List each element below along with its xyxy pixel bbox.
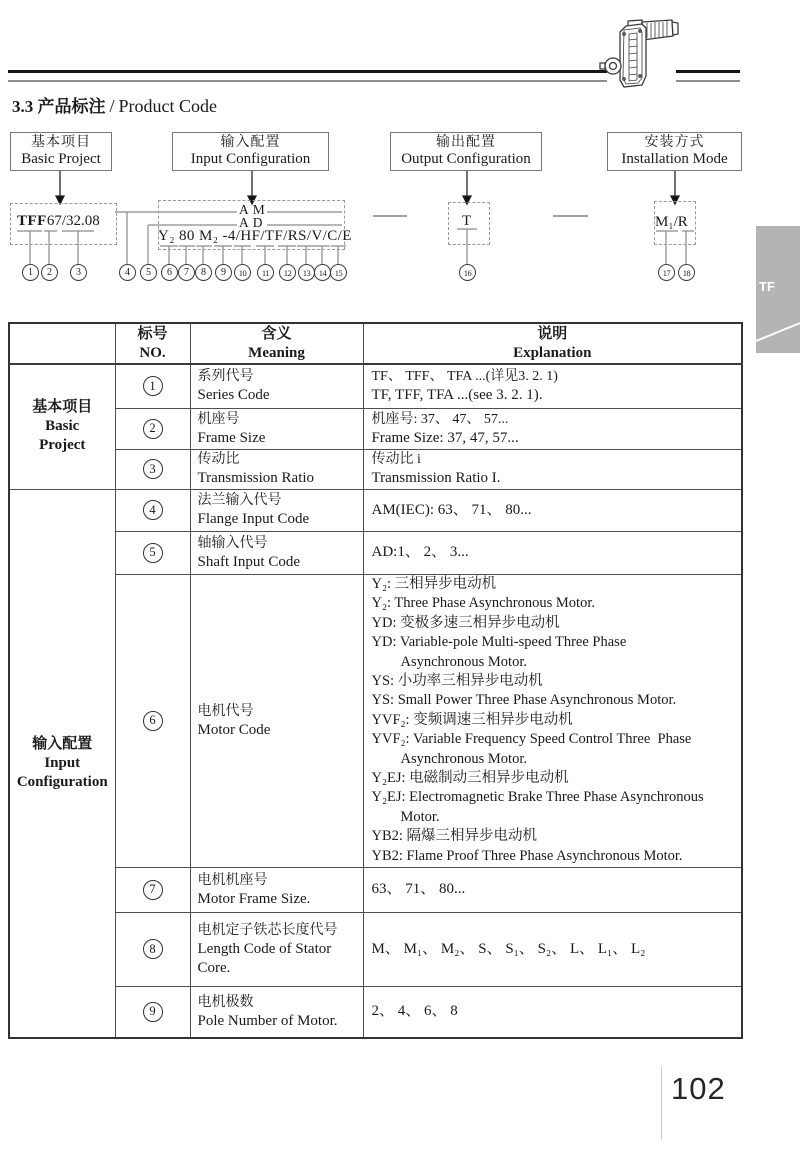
box-output-zh: 输出配置 — [436, 135, 496, 150]
code-frame-ratio: 67/32.08 — [46, 213, 100, 229]
row-meaning: 电机机座号 Motor Frame Size. — [190, 867, 363, 912]
marker-15: 15 — [330, 264, 347, 281]
box-install-zh: 安装方式 — [644, 135, 705, 150]
page-number-divider — [661, 1067, 662, 1140]
code-install: M₁/R — [655, 214, 688, 230]
marker-6: 6 — [161, 264, 178, 281]
header-rule-left — [8, 70, 607, 82]
table-row — [9, 912, 742, 986]
col-header-meaning — [190, 323, 363, 364]
marker-7: 7 — [178, 264, 195, 281]
box-install-en: Installation Mode — [621, 151, 728, 167]
row-explanation: AM(IEC): 63、 71、 80... — [363, 489, 742, 531]
row-meaning: 轴输入代号 Shaft Input Code — [190, 531, 363, 574]
group-input-configuration: 输入配置 Input Configuration — [9, 489, 115, 1038]
box-output-en: Output Configuration — [401, 151, 531, 167]
diagram-box-output-configuration — [390, 132, 542, 171]
code-am: AM — [239, 202, 269, 217]
marker-16: 16 — [459, 264, 476, 281]
marker-5: 5 — [140, 264, 157, 281]
page-number: 102 — [671, 1071, 726, 1106]
code-basic — [17, 213, 100, 230]
row-no: 8 — [115, 912, 190, 986]
row-explanation: 机座号: 37、 47、 57... Frame Size: 37, 47, 57... — [363, 408, 742, 449]
code-ad: AD — [239, 215, 267, 230]
marker-10: 10 — [234, 264, 251, 281]
marker-4: 4 — [119, 264, 136, 281]
row-explanation: 2、 4、 6、 8 — [363, 986, 742, 1038]
marker-13: 13 — [298, 264, 315, 281]
gearmotor-icon — [598, 14, 682, 97]
row-no: 4 — [115, 489, 190, 531]
row-explanation: AD:1、 2、 3... — [363, 531, 742, 574]
row-explanation: 传动比 i Transmission Ratio I. — [363, 449, 742, 489]
col-expl-zh: 说明 — [537, 325, 568, 342]
section-title-zh: 3.3 产品标注 — [12, 97, 106, 116]
row-no: 2 — [115, 408, 190, 449]
marker-8: 8 — [195, 264, 212, 281]
row-explanation: TF、 TFF、 TFA ...(详见3. 2. 1) TF, TFF, TFA ...(see 3. 2. 1). — [363, 364, 742, 408]
marker-18: 18 — [678, 264, 695, 281]
row-meaning: 传动比 Transmission Ratio — [190, 449, 363, 489]
row-meaning: 系列代号 Series Code — [190, 364, 363, 408]
code-output: T — [462, 213, 472, 229]
table-row — [9, 867, 742, 912]
header-rule-right — [676, 70, 740, 82]
box-basic-zh: 基本项目 — [31, 135, 91, 150]
col-expl-en: Explanation — [513, 344, 592, 361]
side-tab-label: TF — [759, 279, 775, 294]
marker-9: 9 — [215, 264, 232, 281]
section-title — [12, 92, 217, 117]
marker-17: 17 — [658, 264, 675, 281]
diagram-box-basic-project — [10, 132, 112, 171]
table-corner-cell — [9, 323, 115, 364]
row-no: 1 — [115, 364, 190, 408]
col-meaning-en: Meaning — [248, 344, 305, 361]
product-code-diagram — [0, 125, 800, 295]
code-series: TFF — [17, 213, 47, 229]
product-code-table — [8, 322, 743, 1039]
table-row — [9, 531, 742, 574]
group-basic-project: 基本项目 Basic Project — [9, 364, 115, 489]
row-explanation: 63、 71、 80... — [363, 867, 742, 912]
section-title-separator: / — [109, 96, 115, 116]
col-no-zh: 标号 — [137, 325, 168, 342]
marker-2: 2 — [41, 264, 58, 281]
col-header-no — [115, 323, 190, 364]
row-meaning: 电机代号 Motor Code — [190, 574, 363, 867]
row-no: 6 — [115, 574, 190, 867]
diagram-box-input-configuration — [172, 132, 329, 171]
table-row — [9, 449, 742, 489]
row-meaning: 电机极数 Pole Number of Motor. — [190, 986, 363, 1038]
table-row — [9, 408, 742, 449]
row-no: 3 — [115, 449, 190, 489]
table-row — [9, 364, 742, 408]
row-meaning: 法兰输入代号 Flange Input Code — [190, 489, 363, 531]
table-row — [9, 489, 742, 531]
col-no-en: NO. — [139, 344, 166, 361]
marker-11: 11 — [257, 264, 274, 281]
table-row — [9, 574, 742, 867]
row-no: 7 — [115, 867, 190, 912]
code-motor: Y₂ 80 M₂ -4/HF/TF/RS/V/C/E — [158, 228, 352, 244]
table-row — [9, 986, 742, 1038]
row-explanation: M、 M₁、 M₂、 S、 S₁、 S₂、 L、 L₁、 L₂ — [363, 912, 742, 986]
box-basic-en: Basic Project — [21, 151, 101, 167]
col-meaning-zh: 含义 — [261, 325, 292, 342]
row-no: 5 — [115, 531, 190, 574]
box-input-en: Input Configuration — [190, 151, 311, 167]
row-explanation: Y₂: 三相异步电动机 Y₂: Three Phase Asynchronous Motor. YD: 变极多速三相异步电动机 YD: Variable-pole Multi-speed Three Phase Asynchronous Motor. YS: 小功率三相异步电动机 YS: Small Power Three Phase Asynchronous Motor. YVF₂: 变频调速三相异步电动机 YVF₂: Variable Frequency Speed Control Three Phase Asynchronous Motor. Y₂EJ: 电磁制动三相异步电动机 Y₂EJ: Electromagnetic Brake Three Phase Asynchronous Motor. YB2: 隔爆三相异步电动机 YB2: Flame Proof Three Phase Asynchronous Motor. — [363, 574, 742, 867]
marker-1: 1 — [22, 264, 39, 281]
marker-14: 14 — [314, 264, 331, 281]
row-no: 9 — [115, 986, 190, 1038]
section-title-en: Product Code — [118, 96, 218, 116]
marker-3: 3 — [70, 264, 87, 281]
col-header-explanation — [363, 323, 742, 364]
row-meaning: 机座号 Frame Size — [190, 408, 363, 449]
box-input-zh: 输入配置 — [220, 135, 281, 150]
marker-12: 12 — [279, 264, 296, 281]
row-meaning: 电机定子铁芯长度代号 Length Code of Stator Core. — [190, 912, 363, 986]
diagram-box-installation-mode — [607, 132, 742, 171]
